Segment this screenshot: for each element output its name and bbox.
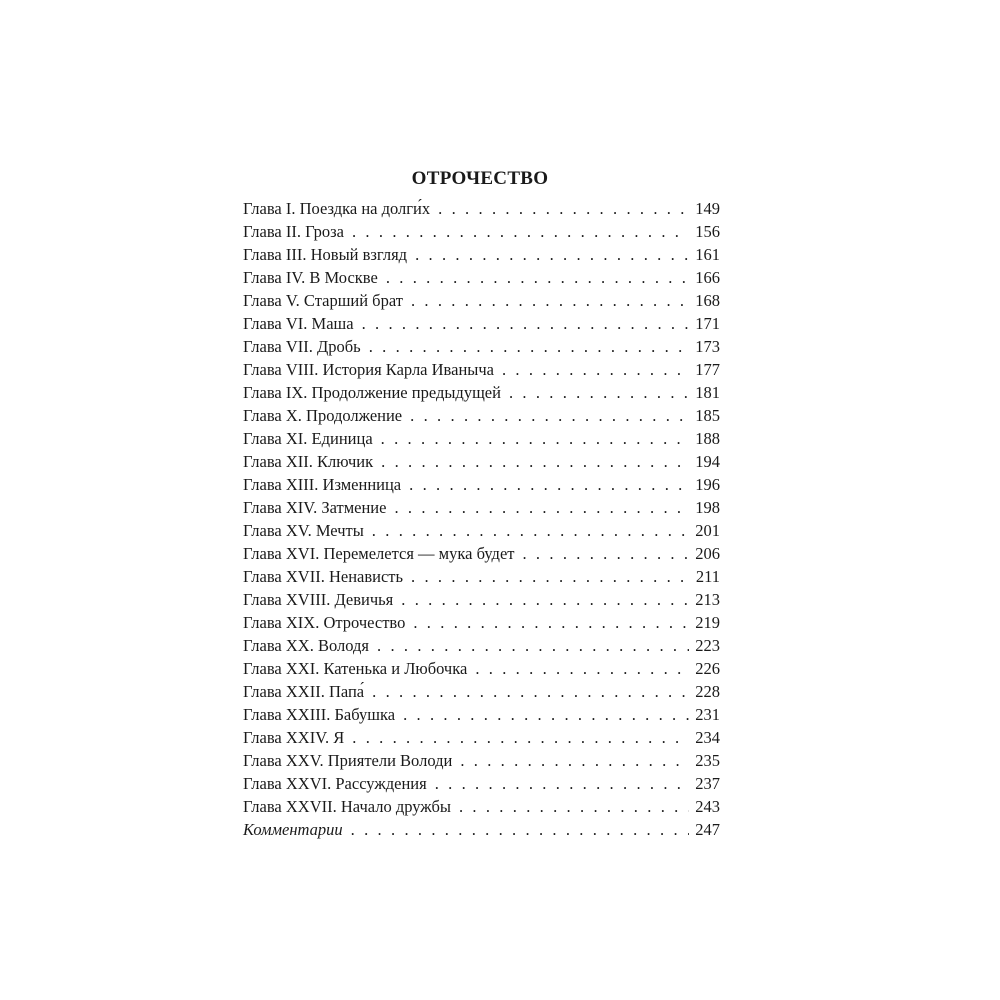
- toc-entry: [243, 381, 720, 404]
- toc-entry-title: Глава XIV. Затмение: [243, 498, 387, 517]
- toc-entry-page: 181: [695, 383, 720, 402]
- toc-entry: [243, 772, 720, 795]
- dot-leader: [352, 726, 689, 749]
- dot-leader: [362, 312, 690, 335]
- toc-entry-title: Глава VI. Маша: [243, 314, 354, 333]
- toc-entry-title: Глава XXV. Приятели Володи: [243, 751, 453, 770]
- toc-entry: [243, 427, 720, 450]
- dot-leader: [372, 519, 689, 542]
- toc-entry-title: Глава V. Старший брат: [243, 291, 403, 310]
- toc-entry-title: Глава VIII. История Карла Иваныча: [243, 360, 494, 379]
- toc-entry: [243, 312, 720, 335]
- toc-entry: [243, 220, 720, 243]
- toc-entry-title: Глава XXVI. Рассуждения: [243, 774, 427, 793]
- toc-entry-page: 196: [695, 475, 720, 494]
- dot-leader: [381, 450, 689, 473]
- dot-leader: [509, 381, 689, 404]
- dot-leader: [409, 473, 689, 496]
- toc-entry-page: 171: [695, 314, 720, 333]
- toc-entry: [243, 703, 720, 726]
- toc-entry-page: 149: [695, 199, 720, 218]
- toc-entry-page: 201: [695, 521, 720, 540]
- toc-entry-title: Глава IV. В Москве: [243, 268, 378, 287]
- dot-leader: [413, 611, 689, 634]
- toc-entry-page: 234: [695, 728, 720, 747]
- toc-entry-title: Глава I. Поездка на долги́х: [243, 199, 431, 218]
- toc-entry-page: 206: [695, 544, 720, 563]
- toc-entry: [243, 588, 720, 611]
- toc-entry-page: 185: [695, 406, 720, 425]
- toc-entry-title: Глава XXIII. Бабушка: [243, 705, 396, 724]
- toc-entry-title: Глава VII. Дробь: [243, 337, 361, 356]
- dot-leader: [438, 197, 689, 220]
- dot-leader: [460, 749, 689, 772]
- dot-leader: [401, 588, 689, 611]
- dot-leader: [372, 680, 689, 703]
- toc-entry: [243, 496, 720, 519]
- toc-entry-page: 235: [695, 751, 720, 770]
- toc-entry: [243, 749, 720, 772]
- toc-entry-title: Глава XVII. Ненависть: [243, 567, 404, 586]
- dot-leader: [369, 335, 690, 358]
- toc-entry-page: 247: [695, 820, 720, 839]
- dot-leader: [410, 404, 689, 427]
- toc-entry-page: 194: [695, 452, 720, 471]
- toc-entry-title: Глава XXII. Папа́: [243, 682, 365, 701]
- toc-entry-title: Глава XXIV. Я: [243, 728, 345, 747]
- toc-entry: [243, 726, 720, 749]
- toc-entry: [243, 335, 720, 358]
- toc-entry-title: Глава II. Гроза: [243, 222, 344, 241]
- toc-entry-commentary: [243, 818, 720, 841]
- toc-entry-title: Глава XV. Мечты: [243, 521, 364, 540]
- toc-entry: [243, 197, 720, 220]
- toc-entry-title: Глава IX. Продолжение предыдущей: [243, 383, 501, 402]
- toc-entry-page: 211: [695, 567, 720, 586]
- toc-entry: [243, 243, 720, 266]
- toc-entry-page: 161: [695, 245, 720, 264]
- toc-entry-title: Глава XII. Ключик: [243, 452, 374, 471]
- toc-entry-page: 226: [695, 659, 720, 678]
- toc-entry-page: 188: [695, 429, 720, 448]
- toc-entry-page: 223: [695, 636, 720, 655]
- dot-leader: [459, 795, 689, 818]
- dot-leader: [351, 818, 690, 841]
- toc-entry-page: 219: [695, 613, 720, 632]
- toc-entry: [243, 519, 720, 542]
- section-title: ОТРОЧЕСТВО: [411, 168, 549, 189]
- dot-leader: [377, 634, 689, 657]
- toc-entry: [243, 289, 720, 312]
- toc-entry: [243, 795, 720, 818]
- toc-entry-page: 168: [695, 291, 720, 310]
- toc-entry-page: 228: [695, 682, 720, 701]
- dot-leader: [394, 496, 689, 519]
- toc-entry: [243, 680, 720, 703]
- toc-entry-page: 173: [695, 337, 720, 356]
- toc-entry: [243, 358, 720, 381]
- dot-leader: [411, 289, 689, 312]
- toc-entry: [243, 542, 720, 565]
- toc-entry-page: 156: [695, 222, 720, 241]
- toc-entry-page: 213: [695, 590, 720, 609]
- toc-entry-title: Глава XIX. Отрочество: [243, 613, 406, 632]
- dot-leader: [475, 657, 689, 680]
- toc-entry-title: Глава XXI. Катенька и Любочка: [243, 659, 468, 678]
- toc-entry: [243, 657, 720, 680]
- toc-entry-page: 231: [695, 705, 720, 724]
- toc-entry: [243, 473, 720, 496]
- toc-entry: [243, 404, 720, 427]
- toc-entry-title: Глава XVI. Перемелется — мука будет: [243, 544, 515, 563]
- toc-entry-title: Комментарии: [243, 820, 343, 839]
- table-of-contents: [243, 197, 720, 841]
- toc-entry-page: 237: [695, 774, 720, 793]
- toc-entry-title: Глава XI. Единица: [243, 429, 373, 448]
- toc-entry-title: Глава XIII. Изменница: [243, 475, 402, 494]
- dot-leader: [403, 703, 689, 726]
- toc-entry: [243, 634, 720, 657]
- toc-entry-title: Глава XVIII. Девичья: [243, 590, 394, 609]
- dot-leader: [502, 358, 689, 381]
- toc-entry-page: 243: [695, 797, 720, 816]
- toc-entry-title: Глава XX. Володя: [243, 636, 369, 655]
- dot-leader: [352, 220, 689, 243]
- dot-leader: [411, 565, 690, 588]
- toc-entry-title: Глава XXVII. Начало дружбы: [243, 797, 451, 816]
- dot-leader: [381, 427, 690, 450]
- dot-leader: [415, 243, 689, 266]
- dot-leader: [522, 542, 689, 565]
- toc-entry: [243, 450, 720, 473]
- dot-leader: [386, 266, 689, 289]
- toc-entry-title: Глава X. Продолжение: [243, 406, 403, 425]
- toc-entry: [243, 611, 720, 634]
- toc-entry-page: 198: [695, 498, 720, 517]
- toc-entry-page: 166: [695, 268, 720, 287]
- dot-leader: [435, 772, 690, 795]
- toc-entry: [243, 565, 720, 588]
- toc-entry-title: Глава III. Новый взгляд: [243, 245, 408, 264]
- toc-entry: [243, 266, 720, 289]
- toc-entry-page: 177: [695, 360, 720, 379]
